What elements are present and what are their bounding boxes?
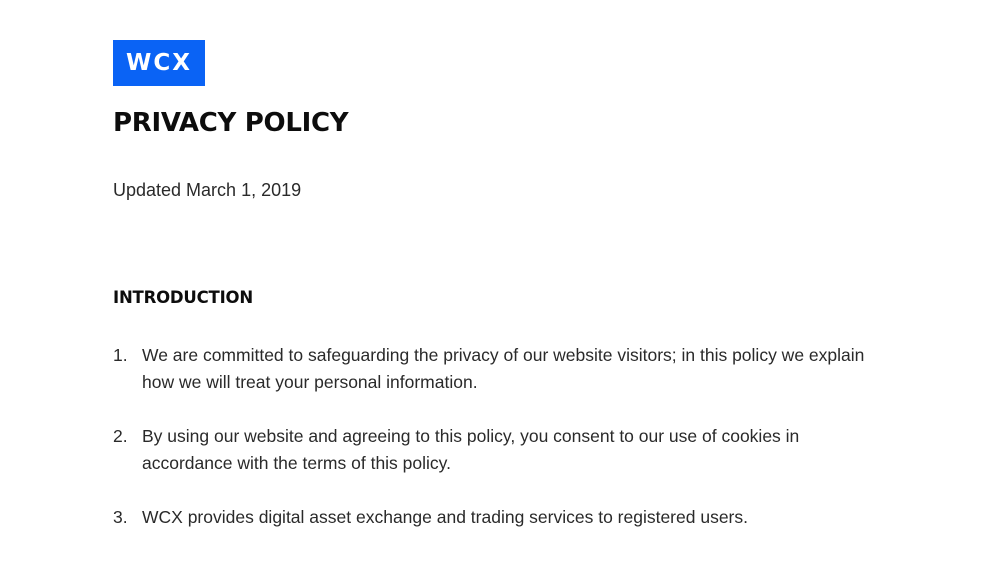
- wcx-logo[interactable]: WCX: [113, 40, 205, 86]
- list-item-text: WCX provides digital asset exchange and trading services to registered users.: [142, 507, 748, 527]
- list-item: [113, 423, 893, 477]
- introduction-list: [113, 342, 893, 558]
- list-item-text: By using our website and agreeing to this policy, you consent to our use of cookies in accordance with the terms of this policy.: [142, 426, 800, 473]
- page-title: PRIVACY POLICY: [113, 108, 349, 138]
- updated-date: Updated March 1, 2019: [113, 180, 302, 200]
- section-heading-introduction: INTRODUCTION: [113, 288, 253, 307]
- list-item-number: 2.: [113, 426, 128, 446]
- list-item-number: 3.: [113, 507, 128, 527]
- list-item: [113, 504, 893, 531]
- list-item: [113, 342, 893, 396]
- list-item-text: We are committed to safeguarding the privacy of our website visitors; in this policy we explain how we will treat your personal information.: [142, 345, 865, 392]
- list-item-number: 1.: [113, 345, 128, 365]
